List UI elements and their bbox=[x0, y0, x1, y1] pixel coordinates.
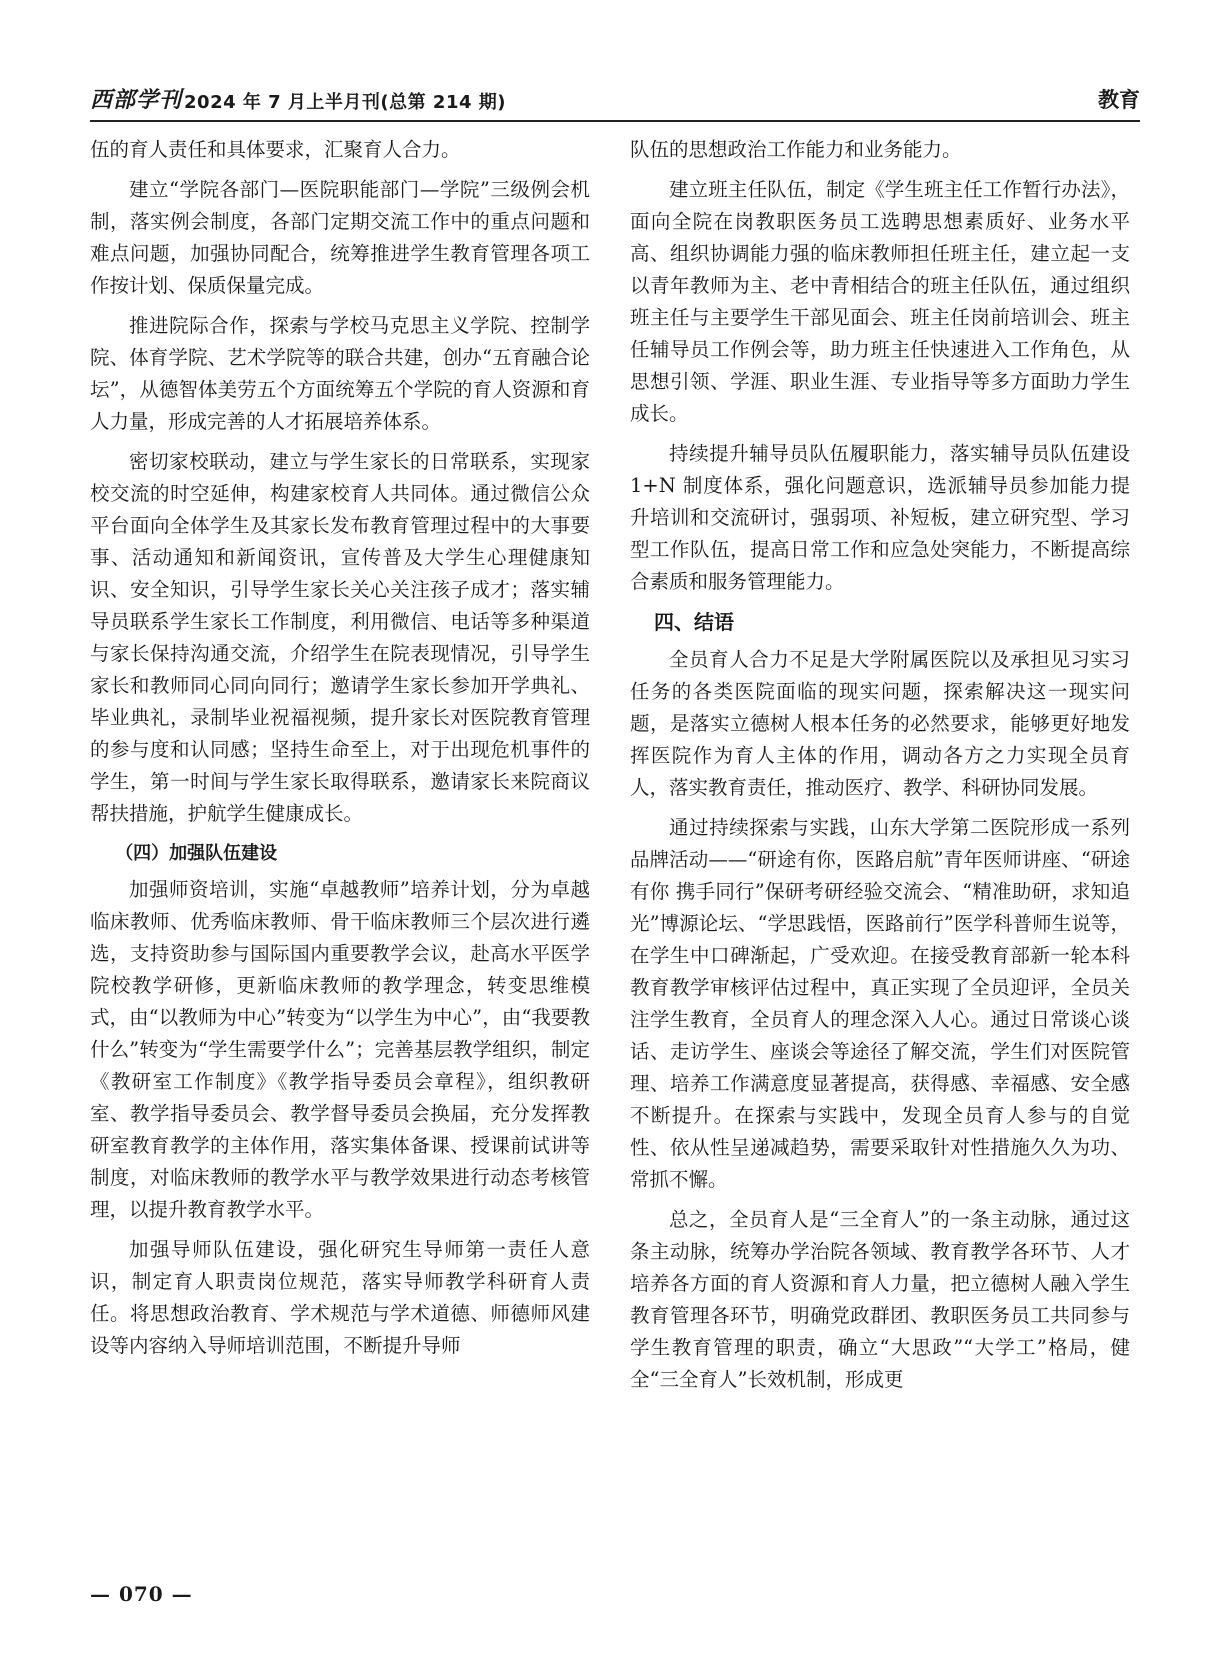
paragraph: 伍的育人责任和具体要求，汇聚育人合力。 bbox=[90, 138, 461, 161]
paragraph: 总之，全员育人是“三全育人”的一条主动脉，通过这条主动脉，统筹办学治院各领域、教育教学各环节、人才培养各方面的育人资源和育人力量，把立德树人融入学生教育管理各环节，明确党政群团、教职医务员工共同参与学生教育管理的职责，确立“大思政”“大学工”格局，健全“三全育人”长效机制，形成更 bbox=[630, 1208, 1130, 1391]
left-column bbox=[90, 134, 590, 1370]
page-number: — 070 — bbox=[90, 1582, 193, 1606]
paragraph: 推进院际合作，探索与学校马克思主义学院、控制学院、体育学院、艺术学院等的联合共建，创办“五育融合论坛”，从德智体美劳五个方面统筹五个学院的育人资源和育人力量，形成完善的人才拓展培养体系。 bbox=[90, 314, 590, 433]
paragraph: 加强导师队伍建设，强化研究生导师第一责任人意识，制定育人职责岗位规范，落实导师教学科研育人责任。将思想政治教育、学术规范与学术道德、师德师风建设等内容纳入导师培训范围，不断提升导师 bbox=[90, 1238, 590, 1357]
paragraph: 建立班主任队伍，制定《学生班主任工作暂行办法》，面向全院在岗教职医务员工选聘思想素质好、业务水平高、组织协调能力强的临床教师担任班主任，建立起一支以青年教师为主、老中青相结合的班主任队伍，通过组织班主任与主要学生干部见面会、班主任岗前培训会、班主任辅导员工作例会等，助力班主任快速进入工作角色，从思想引领、学涯、职业生涯、专业指导等多方面助力学生成长。 bbox=[630, 178, 1130, 425]
paragraph: 持续提升辅导员队伍履职能力，落实辅导员队伍建设 1+N 制度体系，强化问题意识，选派辅导员参加能力提升培训和交流研讨，强弱项、补短板，建立研究型、学习型工作队伍，提高日常工作和应急处突能力，不断提高综合素质和服务管理能力。 bbox=[630, 442, 1130, 593]
running-header bbox=[90, 84, 1140, 122]
journal-logo: 西部学刊 bbox=[90, 87, 183, 113]
subsection-heading: （四）加强队伍建设 bbox=[115, 843, 278, 864]
header-left bbox=[90, 83, 506, 120]
paragraph: 全员育人合力不足是大学附属医院以及承担见习实习任务的各类医院面临的现实问题，探索解决这一现实问题，是落实立德树人根本任务的必然要求，能够更好地发挥医院作为育人主体的作用，调动各方之力实现全员育人，落实教育责任，推动医疗、教学、科研协同发展。 bbox=[630, 648, 1130, 799]
paragraph: 加强师资培训，实施“卓越教师”培养计划，分为卓越临床教师、优秀临床教师、骨干临床教师三个层次进行遴选，支持资助参与国际国内重要教学会议，赴高水平医学院校教学研修，更新临床教师的教学理念，转变思维模式，由“以教师为中心”转变为“以学生为中心”，由“我要教什么”转变为“学生需要学什么”；完善基层教学组织，制定《教研室工作制度》《教学指导委员会章程》，组织教研室、教学指导委员会、教学督导委员会换届，充分发挥教研室教育教学的主体作用，落实集体备课、授课前试讲等制度，对临床教师的教学水平与教学效果进行动态考核管理，以提升教育教学水平。 bbox=[90, 878, 590, 1221]
right-column bbox=[630, 134, 1130, 1404]
paragraph: 建立“学院各部门—医院职能部门—学院”三级例会机制，落实例会制度，各部门定期交流工作中的重点问题和难点问题，加强协同配合，统筹推进学生教育管理各项工作按计划、保质保量完成。 bbox=[90, 178, 590, 297]
issue-info: 2024 年 7 月上半月刊(总第 214 期) bbox=[184, 92, 506, 113]
section-heading: 四、结语 bbox=[654, 610, 734, 634]
paragraph: 通过持续探索与实践，山东大学第二医院形成一系列品牌活动——“研途有你，医路启航”青年医师讲座、“研途有你 携手同行”保研考研经验交流会、“精准助研，求知追光”博源论坛、“学思践悟，医路前行”医学科普师生说等，在学生中口碑渐起，广受欢迎。在接受教育部新一轮本科教育教学审核评估过程中，真正实现了全员迎评，全员关注学生教育，全员育人的理念深入人心。通过日常谈心谈话、走访学生、座谈会等途径了解交流，学生们对医院管理、培养工作满意度显著提高，获得感、幸福感、安全感不断提升。在探索与实践中，发现全员育人参与的自觉性、依从性呈递减趋势，需要采取针对性措施久久为功、常抓不懈。 bbox=[630, 816, 1130, 1191]
paragraph: 队伍的思想政治工作能力和业务能力。 bbox=[630, 138, 962, 161]
section-label: 教育 bbox=[1098, 88, 1140, 112]
paragraph: 密切家校联动，建立与学生家长的日常联系，实现家校交流的时空延伸，构建家校育人共同体。通过微信公众平台面向全体学生及其家长发布教育管理过程中的大事要事、活动通知和新闻资讯，宣传普及大学生心理健康知识、安全知识，引导学生家长关心关注孩子成才；落实辅导员联系学生家长工作制度，利用微信、电话等多种渠道与家长保持沟通交流，介绍学生在院表现情况，引导学生家长和教师同心同向同行；邀请学生家长参加开学典礼、毕业典礼，录制毕业祝福视频，提升家长对医院教育管理的参与度和认同感；坚持生命至上，对于出现危机事件的学生，第一时间与学生家长取得联系，邀请家长来院商议帮扶措施，护航学生健康成长。 bbox=[90, 450, 590, 825]
